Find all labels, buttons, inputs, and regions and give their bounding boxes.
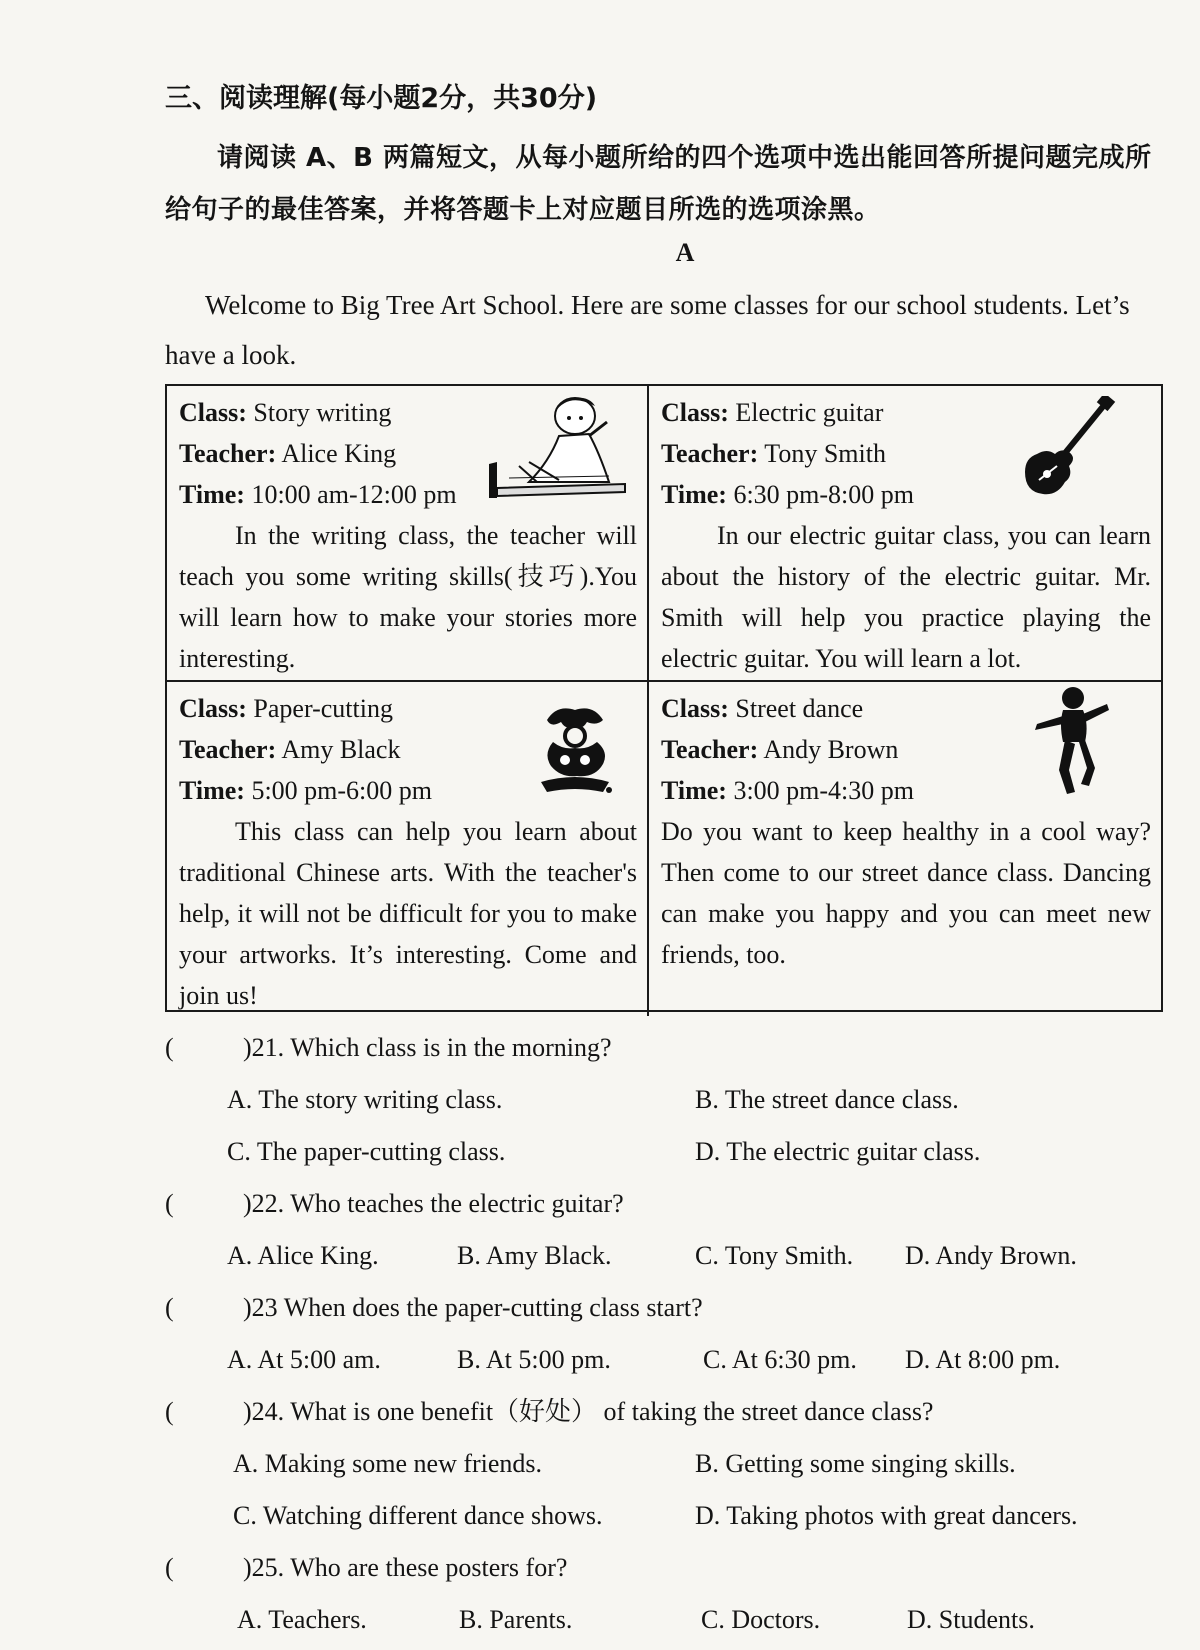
option-a: A. Alice King.	[227, 1241, 379, 1270]
options-row	[165, 1490, 1175, 1542]
class-name: Street dance	[735, 694, 864, 723]
class-label: Class:	[179, 398, 247, 427]
class-name: Story writing	[253, 398, 392, 427]
question-stem: )25. Who are these posters for?	[243, 1553, 568, 1582]
question-21	[165, 1022, 1175, 1074]
passage-intro: Welcome to Big Tree Art School. Here are some classes for our school students. Let’s have a look.	[165, 290, 1130, 370]
option-d: D. Andy Brown.	[905, 1241, 1077, 1270]
options-row	[165, 1334, 1175, 1386]
class-time: 5:00 pm-6:00 pm	[251, 776, 433, 805]
question-22	[165, 1178, 1175, 1230]
option-b: B. Parents.	[459, 1605, 573, 1634]
class-label: Class:	[179, 694, 247, 723]
electric-guitar-icon	[1017, 396, 1117, 500]
dancer-icon	[1029, 684, 1113, 802]
passage-label: A	[675, 238, 695, 267]
class-description: In our electric guitar class, you can learn about the history of the electric guitar. Mr. Smith will help you practice playing the electric guitar. You will learn a lot.	[661, 521, 1151, 673]
time-label: Time:	[179, 776, 245, 805]
teacher-label: Teacher:	[661, 735, 759, 764]
time-label: Time:	[179, 480, 245, 509]
answer-paren[interactable]: (	[165, 1189, 174, 1218]
option-b: B. Getting some singing skills.	[695, 1449, 1016, 1478]
time-label: Time:	[661, 480, 727, 509]
teacher-label: Teacher:	[179, 439, 277, 468]
teacher-label: Teacher:	[179, 735, 277, 764]
option-c: C. Tony Smith.	[695, 1241, 854, 1270]
option-d: D. Students.	[907, 1605, 1035, 1634]
options-row	[165, 1074, 1175, 1126]
class-time: 6:30 pm-8:00 pm	[733, 480, 915, 509]
options-row	[165, 1126, 1175, 1178]
teacher-label: Teacher:	[661, 439, 759, 468]
class-name: Paper-cutting	[253, 694, 393, 723]
class-card-paper-cutting	[167, 682, 649, 1016]
class-time: 3:00 pm-4:30 pm	[733, 776, 915, 805]
option-a: A. At 5:00 am.	[227, 1345, 381, 1374]
class-description: Do you want to keep healthy in a cool way? Then come to our street dance class. Dancing can make you happy and you can meet new friends, too.	[661, 817, 1151, 969]
writing-student-icon	[489, 392, 629, 500]
options-row	[165, 1594, 1175, 1646]
class-card-street-dance	[649, 682, 1161, 1016]
options-row	[165, 1438, 1175, 1490]
option-d: D. The electric guitar class.	[695, 1137, 981, 1166]
answer-paren[interactable]: (	[165, 1033, 174, 1062]
answer-paren[interactable]: (	[165, 1553, 174, 1582]
question-23	[165, 1282, 1175, 1334]
option-c: C. Doctors.	[701, 1605, 821, 1634]
options-row	[165, 1230, 1175, 1282]
class-time: 10:00 am-12:00 pm	[251, 480, 457, 509]
class-table	[165, 384, 1163, 1012]
class-card-electric-guitar	[649, 386, 1161, 682]
question-stem: )21. Which class is in the morning?	[243, 1033, 612, 1062]
answer-paren[interactable]: (	[165, 1293, 174, 1322]
teacher-name: Andy Brown	[763, 735, 899, 764]
question-24	[165, 1386, 1175, 1438]
option-b: B. At 5:00 pm.	[457, 1345, 611, 1374]
section-title: 三、阅读理解(每小题2分，共30分)	[165, 83, 598, 114]
option-d: D. Taking photos with great dancers.	[695, 1501, 1078, 1530]
class-description: In the writing class, the teacher will teach you some writing skills(技巧).You will learn how to make your stories more interesting.	[179, 521, 637, 673]
answer-paren[interactable]: (	[165, 1397, 174, 1426]
class-name: Electric guitar	[735, 398, 884, 427]
teacher-name: Amy Black	[281, 735, 401, 764]
option-c: C. The paper-cutting class.	[227, 1137, 506, 1166]
class-label: Class:	[661, 398, 729, 427]
option-a: A. Teachers.	[237, 1605, 367, 1634]
option-b: B. The street dance class.	[695, 1085, 959, 1114]
class-card-story-writing	[167, 386, 649, 682]
paper-cutting-icon	[537, 702, 613, 794]
time-label: Time:	[661, 776, 727, 805]
teacher-name: Alice King	[281, 439, 397, 468]
question-stem: )22. Who teaches the electric guitar?	[243, 1189, 624, 1218]
option-c: C. Watching different dance shows.	[233, 1501, 603, 1530]
option-c: C. At 6:30 pm.	[703, 1345, 857, 1374]
class-description: This class can help you learn about traditional Chinese arts. With the teacher's help, it will not be difficult for you to make your artworks. It’s interesting. Come and join us!	[179, 817, 637, 1010]
question-list	[165, 1022, 1175, 1646]
question-25	[165, 1542, 1175, 1594]
option-b: B. Amy Black.	[457, 1241, 612, 1270]
teacher-name: Tony Smith	[764, 439, 886, 468]
instructions: 请阅读 A、B 两篇短文，从每小题所给的四个选项中选出能回答所提问题完成所给句子的最佳答案，并将答题卡上对应题目所选的选项涂黑。	[165, 143, 1152, 225]
option-a: A. Making some new friends.	[233, 1449, 543, 1478]
question-stem: )24. What is one benefit（好处） of taking the street dance class?	[243, 1397, 934, 1426]
question-stem: )23 When does the paper-cutting class start?	[243, 1293, 703, 1322]
option-d: D. At 8:00 pm.	[905, 1345, 1061, 1374]
option-a: A. The story writing class.	[227, 1085, 503, 1114]
class-label: Class:	[661, 694, 729, 723]
